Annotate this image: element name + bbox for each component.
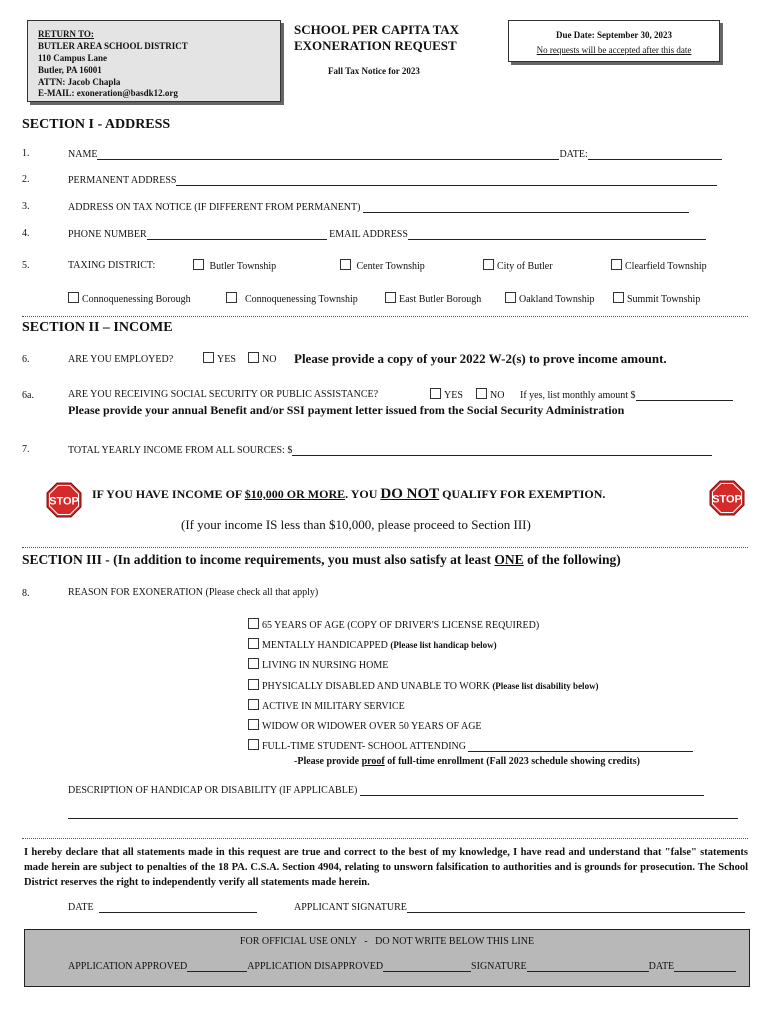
q3-number: 3. bbox=[22, 201, 30, 212]
checkbox[interactable] bbox=[248, 719, 259, 730]
checkbox[interactable] bbox=[248, 352, 259, 363]
date-field[interactable] bbox=[588, 148, 722, 160]
reason-option[interactable]: LIVING IN NURSING HOME bbox=[248, 658, 388, 671]
q6a-number: 6a. bbox=[22, 390, 34, 401]
title-line-2: EXONERATION REQUEST bbox=[294, 38, 457, 53]
section-1-title: SECTION I - ADDRESS bbox=[22, 117, 171, 132]
official-use-title: FOR OFFICIAL USE ONLY - DO NOT WRITE BELOW THIS LINE bbox=[239, 936, 535, 947]
return-to-label: RETURN TO: bbox=[38, 29, 94, 39]
checkbox[interactable] bbox=[505, 292, 516, 303]
official-date-label: DATE bbox=[648, 961, 675, 972]
name-row bbox=[68, 148, 736, 160]
description-label: DESCRIPTION OF HANDICAP OR DISABILITY (IF APPLICABLE) bbox=[68, 785, 358, 796]
section-2-title: SECTION II – INCOME bbox=[22, 320, 173, 335]
return-address-line: ATTN: Jacob Chapla bbox=[38, 77, 121, 87]
reason-option[interactable]: ACTIVE IN MILITARY SERVICE bbox=[248, 699, 405, 712]
checkbox[interactable] bbox=[248, 679, 259, 690]
signature-field[interactable] bbox=[407, 901, 745, 913]
divider bbox=[22, 547, 748, 548]
checkbox[interactable] bbox=[340, 259, 351, 270]
ss-no[interactable]: NO bbox=[476, 388, 504, 401]
checkbox[interactable] bbox=[248, 699, 259, 710]
stop-warning: IF YOU HAVE INCOME OF $10,000 OR MORE. YOU DO NOT QUALIFY FOR EXEMPTION. bbox=[92, 486, 606, 502]
declaration: I hereby declare that all statements made in this request are true and correct to the best of my knowledge, I have read and understand that "false" statements made herein are subject to penalties of the 18 PA. C.S.A. Section 4904, relating to unsworn falsification to authorities and is grounds for prosecution. The School District reserves the right to independently verify all statements made herein. bbox=[24, 847, 748, 888]
checkbox[interactable] bbox=[248, 618, 259, 629]
q1-number: 1. bbox=[22, 148, 30, 159]
checkbox[interactable] bbox=[248, 739, 259, 750]
tax-address-row bbox=[68, 201, 689, 213]
stop-sign-icon bbox=[46, 482, 82, 518]
district-option[interactable]: Clearfield Township bbox=[611, 259, 707, 272]
proof-note: -Please provide proof of full-time enrollment (Fall 2023 schedule showing credits) bbox=[294, 756, 640, 767]
district-option[interactable]: Oakland Township bbox=[505, 292, 595, 305]
email-field[interactable] bbox=[408, 228, 706, 240]
form-subtitle: Fall Tax Notice for 2023 bbox=[328, 66, 420, 76]
form-title bbox=[294, 22, 459, 54]
checkbox[interactable] bbox=[385, 292, 396, 303]
income-label: TOTAL YEARLY INCOME FROM ALL SOURCES: $ bbox=[68, 445, 293, 456]
tax-address-field[interactable] bbox=[363, 201, 689, 213]
divider bbox=[22, 838, 748, 839]
permanent-address-label: PERMANENT ADDRESS bbox=[68, 175, 177, 186]
return-address-line: Butler, PA 16001 bbox=[38, 65, 102, 75]
divider bbox=[22, 316, 748, 317]
checkbox[interactable] bbox=[226, 292, 237, 303]
q5-number: 5. bbox=[22, 260, 30, 271]
taxing-district-label: TAXING DISTRICT: bbox=[68, 260, 156, 271]
disapproved-label: APPLICATION DISAPPROVED bbox=[247, 961, 384, 972]
benefit-letter-note: Please provide your annual Benefit and/or SSI payment letter issued from the Social Security Administration bbox=[68, 403, 625, 417]
reason-label: REASON FOR EXONERATION (Please check all that apply) bbox=[68, 587, 319, 598]
phone-label: PHONE NUMBER bbox=[68, 229, 147, 240]
checkbox[interactable] bbox=[68, 292, 79, 303]
proceed-note: (If your income IS less than $10,000, please proceed to Section III) bbox=[181, 517, 531, 532]
return-email: E-MAIL: exoneration@basdk12.org bbox=[38, 88, 178, 98]
description-field-line-2[interactable] bbox=[68, 818, 738, 819]
income-field[interactable] bbox=[292, 444, 712, 456]
approved-field[interactable] bbox=[187, 960, 247, 972]
reason-option[interactable]: PHYSICALLY DISABLED AND UNABLE TO WORK (Please list disability below) bbox=[248, 679, 599, 692]
q2-number: 2. bbox=[22, 174, 30, 185]
tax-address-label: ADDRESS ON TAX NOTICE (IF DIFFERENT FROM PERMANENT) bbox=[68, 202, 361, 213]
due-date-box bbox=[508, 20, 720, 62]
email-label: EMAIL ADDRESS bbox=[329, 229, 408, 240]
disapproved-field[interactable] bbox=[383, 960, 471, 972]
checkbox[interactable] bbox=[193, 259, 204, 270]
ss-yes[interactable]: YES bbox=[430, 388, 463, 401]
checkbox[interactable] bbox=[248, 658, 259, 669]
due-note: No requests will be accepted after this date bbox=[536, 45, 692, 55]
employed-yes[interactable]: YES bbox=[203, 352, 236, 365]
return-address-line: BUTLER AREA SCHOOL DISTRICT bbox=[38, 41, 188, 51]
section-3-title: SECTION III - (In addition to income requirements, you must also satisfy at least ONE of the following) bbox=[22, 552, 621, 567]
official-signature-field[interactable] bbox=[527, 960, 649, 972]
q6-number: 6. bbox=[22, 354, 30, 365]
reason-option[interactable]: MENTALLY HANDICAPPED (Please list handicap below) bbox=[248, 638, 497, 651]
permanent-address-field[interactable] bbox=[176, 174, 717, 186]
district-option[interactable]: Summit Township bbox=[613, 292, 700, 305]
q4-number: 4. bbox=[22, 228, 30, 239]
district-option[interactable]: Center Township bbox=[340, 259, 425, 272]
return-to-box bbox=[27, 20, 281, 102]
w2-note: Please provide a copy of your 2022 W-2(s) to prove income amount. bbox=[294, 351, 667, 366]
stop-sign-icon bbox=[709, 480, 745, 516]
official-use-box bbox=[24, 929, 750, 987]
employed-label: ARE YOU EMPLOYED? bbox=[68, 354, 174, 365]
employed-no[interactable]: NO bbox=[248, 352, 276, 365]
stop-sign-text: STOP bbox=[712, 493, 742, 506]
reason-option[interactable]: FULL-TIME STUDENT- SCHOOL ATTENDING bbox=[248, 739, 693, 752]
approved-label: APPLICATION APPROVED bbox=[68, 961, 188, 972]
sign-date-row bbox=[68, 901, 257, 913]
name-label: NAME bbox=[68, 149, 98, 160]
monthly-amount-field[interactable] bbox=[636, 389, 733, 401]
checkbox[interactable] bbox=[248, 638, 259, 649]
name-field[interactable] bbox=[97, 148, 559, 160]
official-signature-label: SIGNATURE bbox=[471, 961, 527, 972]
district-option[interactable]: Connoquenessing Borough bbox=[68, 292, 191, 305]
ss-label: ARE YOU RECEIVING SOCIAL SECURITY OR PUBLIC ASSISTANCE? bbox=[68, 389, 379, 400]
due-date: Due Date: September 30, 2023 bbox=[555, 30, 673, 40]
contact-row bbox=[68, 228, 706, 240]
stop-sign-text: STOP bbox=[49, 495, 79, 508]
income-row bbox=[68, 444, 712, 456]
checkbox[interactable] bbox=[476, 388, 487, 399]
checkbox[interactable] bbox=[613, 292, 624, 303]
reason-option[interactable]: 65 YEARS OF AGE (COPY OF DRIVER'S LICENSE REQUIRED) bbox=[248, 618, 539, 631]
signature-row bbox=[294, 901, 745, 913]
sign-date-field[interactable] bbox=[99, 901, 257, 913]
official-use-row bbox=[68, 960, 736, 972]
permanent-address-row bbox=[68, 174, 717, 186]
official-date-field[interactable] bbox=[674, 960, 736, 972]
checkbox[interactable] bbox=[430, 388, 441, 399]
district-option[interactable]: City of Butler bbox=[483, 259, 553, 272]
description-row bbox=[68, 784, 704, 796]
return-address-line: 110 Campus Lane bbox=[38, 53, 108, 63]
monthly-amount: If yes, list monthly amount $ bbox=[520, 389, 733, 401]
signature-label: APPLICANT SIGNATURE bbox=[294, 902, 407, 913]
checkbox[interactable] bbox=[203, 352, 214, 363]
sign-date-label: DATE bbox=[68, 902, 94, 913]
reason-option[interactable]: WIDOW OR WIDOWER OVER 50 YEARS OF AGE bbox=[248, 719, 482, 732]
phone-field[interactable] bbox=[147, 228, 327, 240]
checkbox[interactable] bbox=[483, 259, 494, 270]
district-option[interactable]: Connoquenessing Township bbox=[226, 292, 358, 305]
date-label: DATE: bbox=[559, 149, 588, 160]
school-field[interactable] bbox=[468, 740, 693, 752]
q8-number: 8. bbox=[22, 588, 30, 599]
district-option[interactable]: Butler Township bbox=[193, 259, 276, 272]
checkbox[interactable] bbox=[611, 259, 622, 270]
q7-number: 7. bbox=[22, 444, 30, 455]
district-option[interactable]: East Butler Borough bbox=[385, 292, 481, 305]
title-line-1: SCHOOL PER CAPITA TAX bbox=[294, 22, 460, 37]
description-field[interactable] bbox=[360, 784, 704, 796]
